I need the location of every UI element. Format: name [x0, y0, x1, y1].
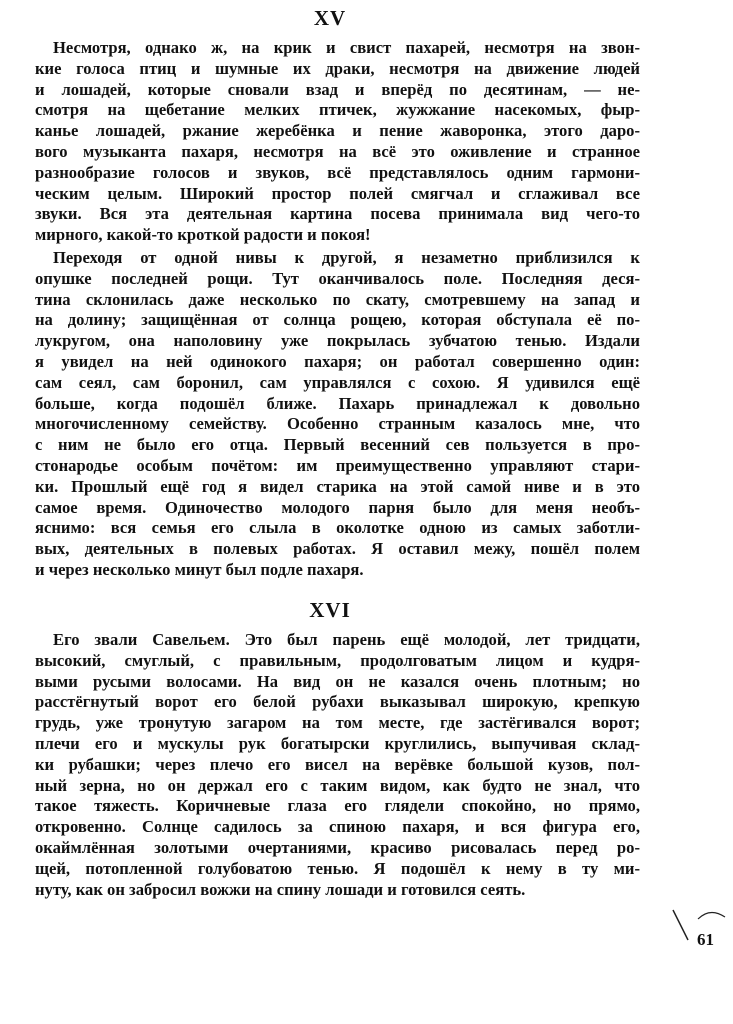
text-line: звуки. Вся эта деятельная картина посева принимала вид чего-то — [35, 204, 640, 224]
text-line: самое время. Одиночество молодого парня было для меня необъ- — [35, 497, 640, 517]
text-line: и лошадей, которые сновали взад и вперёд по десятинам, — не- — [35, 79, 640, 99]
text-line: кие голоса птиц и шумные их драки, несмотря на движение людей — [35, 58, 640, 78]
paragraph — [35, 38, 640, 246]
text-line: мирного, какой-то кроткой радости и покоя! — [35, 225, 371, 245]
text-line: ный зерна, но он держал его с таким видом, как будто не знал, что — [35, 775, 640, 795]
text-line: ки. Прошлый ещё год я видел старика на этой самой ниве и в это — [35, 476, 640, 496]
text-line: вого музыканта пахаря, несмотря на всё это оживление и странное — [35, 141, 640, 161]
text-line: высокий, смуглый, с правильным, продолговатым лицом и кудря- — [35, 650, 640, 670]
text-line: смотря на щебетание мелких птичек, жужжание насекомых, фыр- — [35, 100, 640, 120]
chapter-heading-xvi: XVI — [309, 598, 351, 622]
text-line: я увидел на ней одинокого пахаря; он работал совершенно один: — [35, 351, 640, 371]
text-line: ки рубашки; через плечо его висел на верёвке большой кузов, пол- — [35, 754, 640, 774]
text-line: разнообразие голосов и звуков, всё представлялось одним гармони- — [35, 162, 640, 182]
text-line: окаймлённая золотыми очертаниями, красиво рисовалась перед ро- — [35, 837, 640, 857]
text-line: нуту, как он забросил вожжи на спину лошади и готовился сеять. — [35, 879, 526, 899]
text-line: опушке последней рощи. Тут оканчивалось поле. Последняя деся- — [35, 268, 640, 288]
text-line: больше, когда подошёл ближе. Пахарь принадлежал к довольно — [35, 393, 640, 413]
text-line: яснимо: вся семья его слыла в околотке одною из самых заботли- — [35, 518, 640, 538]
text-line: расстёгнутый ворот его белой рубахи выказывал широкую, крепкую — [35, 692, 640, 712]
text-line: тина склонилась даже несколько по скату, смотревшему на запад и — [35, 289, 640, 309]
text-line: и через несколько минут был подле пахаря. — [35, 559, 364, 579]
page-number: 61 — [697, 930, 714, 949]
text-line: плечи его и мускулы рук богатырски круглились, выпучивая склад- — [35, 733, 640, 753]
text-line: ческим целым. Широкий простор полей смягчал и сглаживал все — [35, 183, 640, 203]
text-line: грудь, уже тронутую загаром на том месте, где застёгивался ворот; — [35, 713, 640, 733]
text-line: многочисленному семейству. Особенно странным казалось мне, что — [35, 414, 640, 434]
text-line: лукругом, она наполовину уже покрылась зубчатою тенью. Издали — [35, 331, 640, 351]
text-line: с ним не было его отца. Первый весенний сев пользуется в про- — [35, 435, 640, 455]
text-line: стонародье особым почётом: им преимущественно управляют стари- — [35, 455, 640, 475]
text-line: на долину; защищённая от солнца рощею, которая обступала её по- — [35, 310, 640, 330]
text-line: вых, деятельных в полевых работах. Я оставил межу, пошёл полем — [35, 539, 640, 559]
text-line: канье лошадей, ржание жеребёнка и пение жаворонка, этого даро- — [35, 121, 640, 141]
paragraph — [35, 630, 640, 900]
text-line: сам сеял, сам боронил, сам управлялся с сохою. Я удивился ещё — [35, 372, 640, 392]
paragraph — [35, 248, 640, 581]
text-line: откровенно. Солнце садилось за спиною пахаря, и вся фигура его, — [35, 817, 640, 837]
chapter-heading-xv: XV — [313, 6, 347, 30]
text-line: такое тяжесть. Коричневые глаза его глядели спокойно, но прямо, — [35, 796, 640, 816]
text-line: Его звали Савельем. Это был парень ещё молодой, лет тридцати, — [53, 630, 640, 649]
text-line: Переходя от одной нивы к другой, я незаметно приблизился к — [53, 248, 640, 267]
text-line: щей, потопленной голубоватою тенью. Я подошёл к нему в ту ми- — [35, 858, 640, 878]
text-line: Несмотря, однако ж, на крик и свист пахарей, несмотря на звон- — [53, 38, 640, 57]
text-line: выми русыми волосами. На вид он не казался очень плотным; но — [35, 671, 640, 691]
